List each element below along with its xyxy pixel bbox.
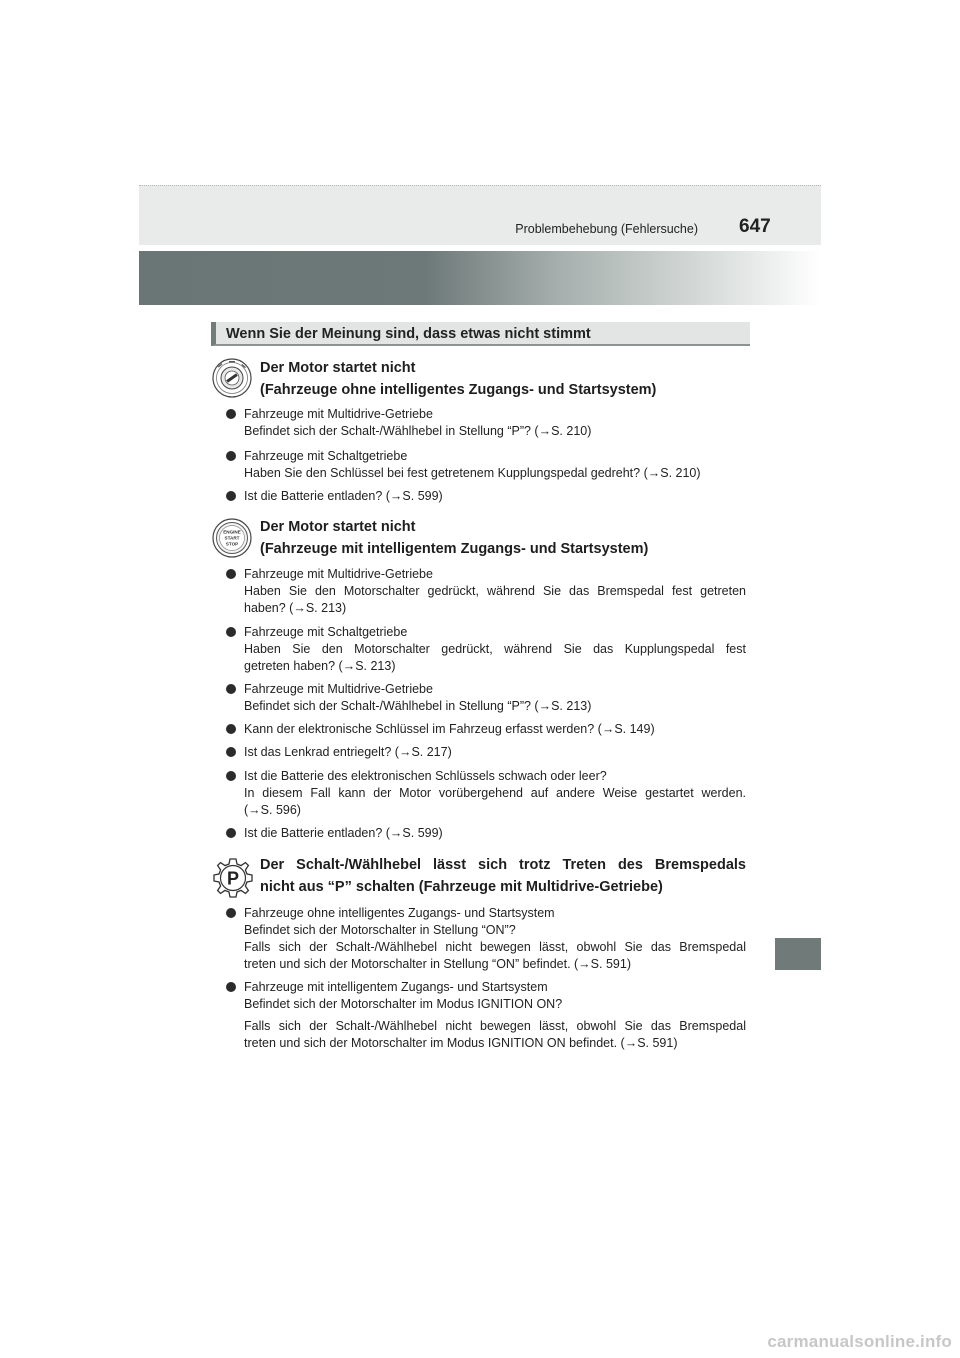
q1-title-line1: Der Motor startet nicht: [260, 360, 416, 376]
item-text: treten und sich der Motorschalter in Stellung “ON” befindet. (→S. 591): [244, 957, 631, 971]
item-text: Befindet sich der Motorschalter in Stellung “ON”?: [244, 923, 516, 937]
bullet-icon: [226, 724, 236, 734]
item-text: Ist die Batterie des elektronischen Schlüssels schwach oder leer?: [244, 769, 607, 783]
bullet-icon: [226, 451, 236, 461]
chapter-title: Problembehebung (Fehlersuche): [515, 222, 698, 236]
header-band: [139, 185, 821, 245]
item-text: Ist das Lenkrad entriegelt? (→S. 217): [244, 745, 452, 759]
item-text: Falls sich der Schalt-/Wählhebel nicht bewegen lässt, obwohl Sie das Bremspedal: [244, 940, 746, 954]
item-text: Haben Sie den Schlüssel bei fest getretenem Kupplungspedal gedreht? (→S. 210): [244, 466, 701, 480]
list-item: [226, 406, 746, 440]
bullet-icon: [226, 747, 236, 757]
item-text: haben? (→S. 213): [244, 601, 347, 615]
item-text: Kann der elektronische Schlüssel im Fahrzeug erfasst werden? (→S. 149): [244, 722, 655, 736]
list-item: [226, 825, 746, 842]
item-text: Falls sich der Schalt-/Wählhebel nicht bewegen lässt, obwohl Sie das Bremspedal: [244, 1019, 746, 1033]
watermark: carmanualsonline.info: [767, 1332, 952, 1351]
item-text: Fahrzeuge mit Multidrive-Getriebe: [244, 407, 433, 421]
list-item: [226, 624, 746, 675]
bullet-icon: [226, 491, 236, 501]
list-item: [226, 979, 746, 1052]
item-text: In diesem Fall kann der Motor vorübergehend auf andere Weise gestartet werden.: [244, 786, 746, 800]
q3-title-line2: nicht aus “P” schalten (Fahrzeuge mit Multidrive-Getriebe): [260, 879, 663, 895]
list-item: [226, 448, 746, 482]
q3-title-line1: Der Schalt-/Wählhebel lässt sich trotz Treten des Bremspedals: [260, 857, 746, 873]
q1-title-line2: (Fahrzeuge ohne intelligentes Zugangs- und Startsystem): [260, 382, 657, 398]
item-text: Befindet sich der Schalt-/Wählhebel in Stellung “P”? (→S. 210): [244, 424, 592, 438]
item-text: Befindet sich der Motorschalter im Modus IGNITION ON?: [244, 997, 563, 1011]
item-text: Fahrzeuge mit Multidrive-Getriebe: [244, 567, 433, 581]
bullet-icon: [226, 409, 236, 419]
item-text: Befindet sich der Schalt-/Wählhebel in Stellung “P”? (→S. 213): [244, 699, 592, 713]
page-number: 647: [739, 216, 771, 237]
item-text: (→S. 596): [244, 803, 301, 817]
list-item: [226, 681, 746, 715]
section-heading: [211, 322, 750, 346]
section-banner: [139, 251, 821, 305]
q2-title: [260, 516, 746, 560]
item-text: Fahrzeuge mit intelligentem Zugangs- und Startsystem: [244, 980, 548, 994]
list-item: [226, 905, 746, 973]
bullet-icon: [226, 627, 236, 637]
list-item: [226, 566, 746, 617]
bullet-icon: [226, 569, 236, 579]
bullet-icon: [226, 982, 236, 992]
list-item: [226, 744, 746, 761]
bullet-icon: [226, 828, 236, 838]
item-text: Fahrzeuge mit Multidrive-Getriebe: [244, 682, 433, 696]
q2-title-line2: (Fahrzeuge mit intelligentem Zugangs- und Startsystem): [260, 541, 649, 557]
q2-title-line1: Der Motor startet nicht: [260, 519, 416, 535]
item-text: getreten haben? (→S. 213): [244, 659, 396, 673]
chapter-tab: [775, 938, 821, 970]
item-text: Fahrzeuge ohne intelligentes Zugangs- und Startsystem: [244, 906, 555, 920]
list-item: [226, 488, 746, 505]
q1-title: [260, 357, 746, 401]
shift-lock-p-icon: [212, 857, 254, 899]
icon-text-start: START: [224, 535, 240, 541]
bullet-icon: [226, 908, 236, 918]
bullet-icon: [226, 684, 236, 694]
header-divider: [139, 185, 821, 186]
engine-start-stop-icon: [212, 518, 252, 558]
item-text: treten und sich der Motorschalter im Modus IGNITION ON befindet. (→S. 591): [244, 1036, 678, 1050]
icon-text-stop: STOP: [225, 541, 239, 547]
item-text: Ist die Batterie entladen? (→S. 599): [244, 826, 443, 840]
bullet-icon: [226, 771, 236, 781]
item-text: Haben Sie den Motorschalter gedrückt, während Sie das Bremspedal fest getreten: [244, 584, 746, 598]
icon-letter-p: P: [226, 868, 240, 889]
section-heading-text: Wenn Sie der Meinung sind, dass etwas nicht stimmt: [226, 326, 591, 342]
q3-title: [260, 854, 746, 898]
item-text: Fahrzeuge mit Schaltgetriebe: [244, 625, 408, 639]
icon-text-engine: ENGINE: [223, 529, 241, 535]
list-item: [226, 768, 746, 819]
item-text: Ist die Batterie entladen? (→S. 599): [244, 489, 443, 503]
item-text: Fahrzeuge mit Schaltgetriebe: [244, 449, 408, 463]
item-text: Haben Sie den Motorschalter gedrückt, während Sie das Kupplungspedal fest: [244, 642, 746, 656]
list-item: [226, 721, 746, 738]
ignition-switch-icon: [212, 358, 252, 398]
